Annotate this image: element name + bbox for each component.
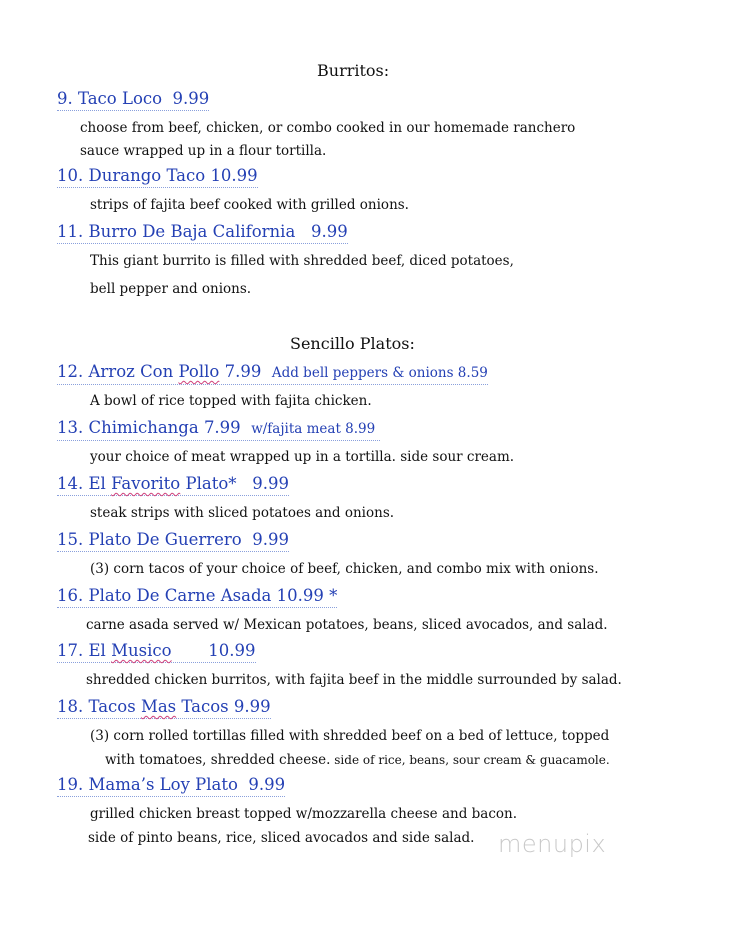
item-name: El — [88, 641, 112, 660]
item-name-part: Favorito — [111, 474, 181, 493]
item-name: Durango Taco — [88, 166, 206, 185]
item-number: 18. — [57, 697, 84, 716]
item-number: 9. — [57, 89, 73, 108]
item-description: side of pinto beans, rice, sliced avocados and side salad. — [88, 830, 475, 846]
item-number: 13. — [57, 418, 84, 437]
item-description: choose from beef, chicken, or combo cooked in our homemade ranchero — [80, 120, 576, 136]
item-name: Arroz Con — [88, 362, 179, 381]
item-number: 17. — [57, 641, 84, 660]
menu-item-title — [57, 641, 256, 663]
item-name: Burro De Baja California — [88, 222, 296, 241]
item-sides-note: side of rice, beans, sour cream & guacamole. — [330, 753, 610, 767]
item-description: (3) corn rolled tortillas filled with shredded beef on a bed of lettuce, topped — [90, 728, 610, 744]
item-price: 9.99 — [172, 89, 210, 108]
item-price: 10.99 — [210, 166, 258, 185]
item-name-part: Tacos — [176, 697, 229, 716]
menupix-watermark: menupix — [498, 830, 607, 858]
item-description: carne asada served w/ Mexican potatoes, beans, sliced avocados, and salad. — [86, 617, 608, 633]
item-name-part: Pollo — [178, 362, 220, 381]
item-name: El — [88, 474, 112, 493]
item-price: 9.99 — [311, 222, 348, 241]
item-price: 9.99 — [252, 474, 290, 493]
item-price: 9.99 — [248, 775, 286, 794]
item-price: 9.99 — [233, 697, 271, 716]
menu-item-title — [57, 474, 289, 496]
item-price: 7.99 — [224, 362, 262, 381]
item-number: 14. — [57, 474, 84, 493]
menu-item-title — [57, 530, 289, 552]
item-description: (3) corn tacos of your choice of beef, chicken, and combo mix with onions. — [90, 561, 599, 577]
item-number: 11. — [57, 222, 84, 241]
item-description-part: with tomatoes, shredded cheese. — [105, 752, 331, 768]
menu-item-title — [57, 89, 209, 111]
section-title-burritos: Burritos: — [317, 61, 390, 80]
menu-item-title — [57, 775, 285, 797]
item-name-part: Mas — [140, 697, 177, 716]
menu-item-title — [57, 586, 337, 608]
item-description: your choice of meat wrapped up in a tortilla. side sour cream. — [90, 449, 515, 465]
item-number: 10. — [57, 166, 84, 185]
item-name-part: Musico — [111, 641, 172, 660]
item-description: bell pepper and onions. — [90, 281, 252, 297]
item-price: 10.99 — [208, 641, 256, 660]
item-description: steak strips with sliced potatoes and onions. — [90, 505, 395, 521]
menu-item-title — [57, 362, 488, 385]
item-price: 7.99 — [203, 418, 241, 437]
item-number: 12. — [57, 362, 84, 381]
item-name: Taco Loco — [78, 89, 163, 108]
section-title-sencillo-platos: Sencillo Platos: — [290, 334, 415, 353]
item-price: 10.99 * — [276, 586, 338, 605]
item-name: Chimichanga — [88, 418, 199, 437]
menu-item-title — [57, 166, 258, 188]
item-name: Tacos — [88, 697, 141, 716]
item-description: A bowl of rice topped with fajita chicken. — [90, 393, 372, 409]
item-name: Plato De Guerrero — [88, 530, 242, 549]
menu-item-title — [57, 418, 380, 441]
item-description: strips of fajita beef cooked with grilled onions. — [90, 197, 409, 213]
menu-item-title — [57, 697, 271, 719]
item-number: 15. — [57, 530, 84, 549]
item-name: Mama’s Loy Plato — [88, 775, 238, 794]
item-number: 16. — [57, 586, 84, 605]
item-description: This giant burrito is filled with shredded beef, diced potatoes, — [90, 253, 514, 269]
item-description — [105, 751, 610, 769]
item-name-part: Plato* — [180, 474, 237, 493]
item-extra-option: w/fajita meat 8.99 — [251, 421, 376, 437]
item-description: sauce wrapped up in a flour tortilla. — [80, 143, 327, 159]
item-description: grilled chicken breast topped w/mozzarella cheese and bacon. — [90, 806, 518, 822]
item-extra-option: Add bell peppers & onions 8.59 — [271, 365, 488, 381]
menu-item-title — [57, 222, 348, 244]
item-description: shredded chicken burritos, with fajita beef in the middle surrounded by salad. — [86, 672, 622, 688]
item-name: Plato De Carne Asada — [88, 586, 272, 605]
item-price: 9.99 — [252, 530, 289, 549]
item-number: 19. — [57, 775, 84, 794]
